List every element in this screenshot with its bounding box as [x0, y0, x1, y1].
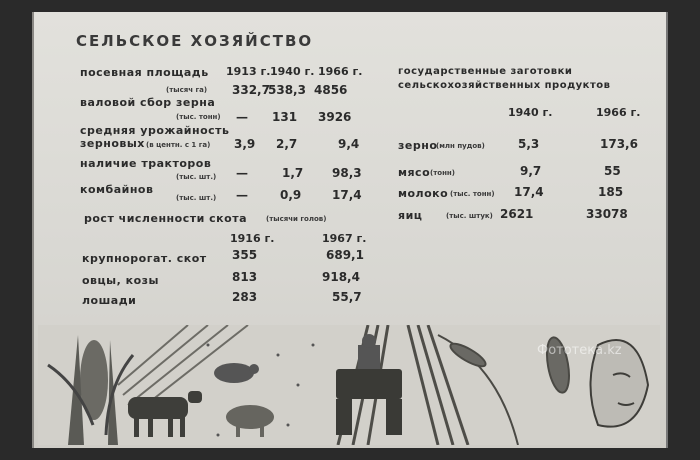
horses-1967: 55,7 [332, 290, 362, 304]
horses-1916: 283 [232, 290, 258, 304]
procurement-heading-1: государственные заготовки [398, 66, 573, 77]
row-label-combines: комбайнов [80, 183, 154, 196]
year-1916: 1916 г. [230, 232, 275, 245]
row-label-grain-harvest: валовой сбор зерна [80, 96, 216, 109]
grain-harvest-1966: 3926 [318, 110, 352, 124]
tractors-1966: 98,3 [332, 166, 362, 180]
meat-1966: 55 [604, 164, 621, 178]
grain-harvest-1913: — [236, 110, 248, 124]
tractors-1940: 1,7 [282, 166, 304, 180]
yield-1966: 9,4 [338, 137, 360, 151]
row-label-grain: зерно [398, 139, 438, 152]
combines-1940: 0,9 [280, 188, 302, 202]
poster-title: СЕЛЬСКОЕ ХОЗЯЙСТВО [76, 32, 314, 50]
yield-1940: 2,7 [276, 137, 298, 151]
unit-milk: (тыс. тонн) [450, 190, 495, 198]
livestock-heading: рост численности скота [84, 212, 247, 225]
cattle-1967: 689,1 [326, 248, 364, 262]
unit-grain: (млн пудов) [436, 142, 485, 150]
grain-1966: 173,6 [600, 137, 638, 151]
unit-grain-harvest: (тыс. тонн) [176, 113, 221, 121]
row-label-tractors: наличие тракторов [80, 157, 212, 170]
year-1913: 1913 г. [226, 65, 271, 78]
proc-year-1966: 1966 г. [596, 106, 641, 119]
sown-area-1913: 332,7 [232, 83, 270, 97]
row-label-cattle: крупнорогат. скот [82, 252, 207, 265]
yield-1913: 3,9 [234, 137, 256, 151]
sheep-goats-1967: 918,4 [322, 270, 360, 284]
unit-eggs: (тыс. штук) [446, 212, 493, 220]
combines-1913: — [236, 188, 248, 202]
eggs-1940: 2621 [500, 207, 534, 221]
meat-1940: 9,7 [520, 164, 542, 178]
grain-1940: 5,3 [518, 137, 540, 151]
sown-area-1966: 4856 [314, 83, 348, 97]
unit-tractors: (тыс. шт.) [176, 173, 217, 181]
tractors-1913: — [236, 166, 248, 180]
unit-yield: (в центн. с 1 га) [146, 141, 211, 149]
unit-meat: (тонн) [430, 169, 455, 177]
row-label-yield: средняя урожайность [80, 124, 230, 137]
year-1967: 1967 г. [322, 232, 367, 245]
row-label-meat: мясо [398, 166, 431, 179]
row-label-sown-area: посевная площадь [80, 66, 209, 79]
procurement-heading-2: сельскохозяйственных продуктов [398, 80, 611, 91]
row-label-yield-2: зерновых [80, 137, 145, 150]
milk-1966: 185 [598, 185, 624, 199]
row-label-milk: молоко [398, 187, 449, 200]
unit-sown-area: (тысяч га) [166, 86, 208, 94]
year-1966: 1966 г. [318, 65, 363, 78]
eggs-1966: 33078 [586, 207, 628, 221]
livestock-unit: (тысячи голов) [266, 215, 327, 223]
cattle-1916: 355 [232, 248, 258, 262]
unit-combines: (тыс. шт.) [176, 194, 217, 202]
sown-area-1940: 538,3 [268, 83, 306, 97]
row-label-eggs: яиц [398, 209, 423, 222]
milk-1940: 17,4 [514, 185, 544, 199]
sheep-goats-1916: 813 [232, 270, 258, 284]
watermark: Фототека.kz [537, 343, 622, 358]
year-1940: 1940 г. [270, 65, 315, 78]
grain-harvest-1940: 131 [272, 110, 298, 124]
row-label-horses: лошади [82, 294, 137, 307]
row-label-sheep-goats: овцы, козы [82, 274, 159, 287]
combines-1966: 17,4 [332, 188, 362, 202]
proc-year-1940: 1940 г. [508, 106, 553, 119]
